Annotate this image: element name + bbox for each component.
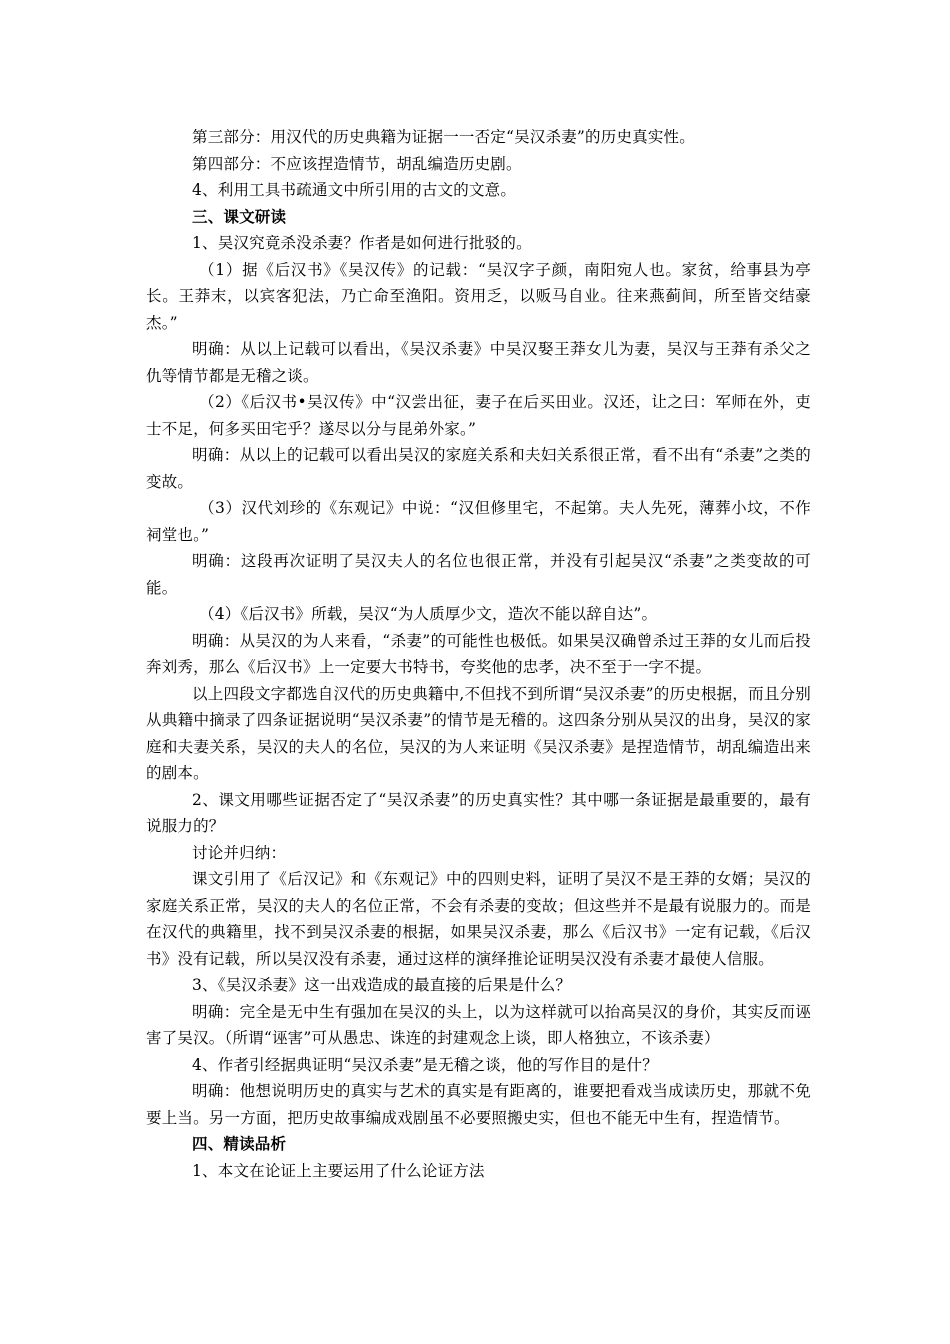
- paragraph: 讨论并归纳：: [192, 843, 287, 862]
- question: 2、课文用哪些证据否定了“吴汉杀妻”的历史真实性？其中哪一条证据是最重要的，最有说服力的？: [146, 790, 811, 835]
- question: 3、《吴汉杀妻》这一出戏造成的最直接的后果是什么？: [192, 976, 572, 994]
- paragraph: 第四部分：不应该捏造情节，胡乱编造历史剧。: [192, 154, 522, 173]
- quoted-evidence: （2）《后汉书•吴汉传》中“汉尝出征，妻子在后买田业。汉还，让之曰：军师在外，吏士不足，何多买田宅乎？遂尽以分与昆弟外家。”: [146, 393, 811, 438]
- paragraph: 4、利用工具书疏通文中所引用的古文的文意。: [192, 181, 517, 199]
- quoted-evidence: （4）《后汉书》所载，吴汉“为人质厚少文，造次不能以辞自达”。: [199, 605, 658, 623]
- discussion-paragraph: 课文引用了《后汉记》和《东观记》中的四则史料，证明了吴汉不是王莽的女婿；吴汉的家庭关系正常，吴汉的夫人的名位正常，不会有杀妻的变故；但这些并不是最有说服力的。而是在汉代的典籍里，找不到吴汉杀妻的根据，如果吴汉杀妻，那么《后汉书》一定有记载，《后汉书》没有记载，所以吴汉没有杀妻，通过这样的演绎推论证明吴汉没有杀妻才最使人信服。: [146, 870, 811, 968]
- answer-paragraph: 明确：这段再次证明了吴汉夫人的名位也很正常，并没有引起吴汉“杀妻”之类变故的可能。: [146, 552, 811, 597]
- quoted-evidence: （1）据《后汉书》《吴汉传》的记载：“吴汉字子颜，南阳宛人也。家贫，给事县为亭长。王莽末，以宾客犯法，乃亡命至渔阳。资用乏，以贩马自业。往来燕蓟间，所至皆交结豪杰。”: [146, 260, 811, 332]
- answer-paragraph: 明确：从以上记载可以看出，《吴汉杀妻》中吴汉娶王莽女儿为妻，吴汉与王莽有杀父之仇等情节都是无稽之谈。: [146, 340, 811, 385]
- section-heading: 三、课文研读: [192, 206, 287, 226]
- answer-paragraph: 明确：他想说明历史的真实与艺术的真实是有距离的，谁要把看戏当成读历史，那就不免要上当。另一方面，把历史故事编成戏剧虽不必要照搬史实，但也不能无中生有，捏造情节。: [146, 1082, 811, 1127]
- question: 1、本文在论证上主要运用了什么论证方法: [192, 1161, 485, 1180]
- quoted-evidence: （3）汉代刘珍的《东观记》中说：“汉但修里宅，不起第。夫人先死，薄葬小坟，不作祠堂也。”: [146, 499, 811, 544]
- paragraph: 第三部分：用汉代的历史典籍为证据一一否定“吴汉杀妻”的历史真实性。: [192, 128, 695, 146]
- answer-paragraph: 明确：完全是无中生有强加在吴汉的头上，以为这样就可以抬高吴汉的身价，其实反而诬害了吴汉。（所谓“诬害”可从愚忠、诛连的封建观念上谈，即人格独立，不该杀妻）: [146, 1002, 811, 1047]
- summary-paragraph: 以上四段文字都选自汉代的历史典籍中,不但找不到所谓“吴汉杀妻”的历史根据，而且分别从典籍中摘录了四条证据说明“吴汉杀妻”的情节是无稽的。这四条分别从吴汉的出身，吴汉的家庭和夫妻关系，吴汉的夫人的名位，吴汉的为人来证明《吴汉杀妻》是捏造情节，胡乱编造出来的剧本。: [146, 684, 811, 782]
- question: 1、吴汉究竟杀没杀妻？作者是如何进行批驳的。: [192, 234, 532, 252]
- answer-paragraph: 明确：从吴汉的为人来看，“杀妻”的可能性也极低。如果吴汉确曾杀过王莽的女儿而后投奔刘秀，那么《后汉书》上一定要大书特书，夸奖他的忠孝，决不至于一字不提。: [146, 631, 811, 676]
- section-heading: 四、精读品析: [192, 1134, 287, 1153]
- document-page: [146, 124, 811, 1184]
- question: 4、作者引经据典证明“吴汉杀妻”是无稽之谈，他的写作目的是什？: [192, 1055, 658, 1074]
- answer-paragraph: 明确：从以上的记载可以看出吴汉的家庭关系和夫妇关系很正常，看不出有“杀妻”之类的变故。: [146, 446, 811, 491]
